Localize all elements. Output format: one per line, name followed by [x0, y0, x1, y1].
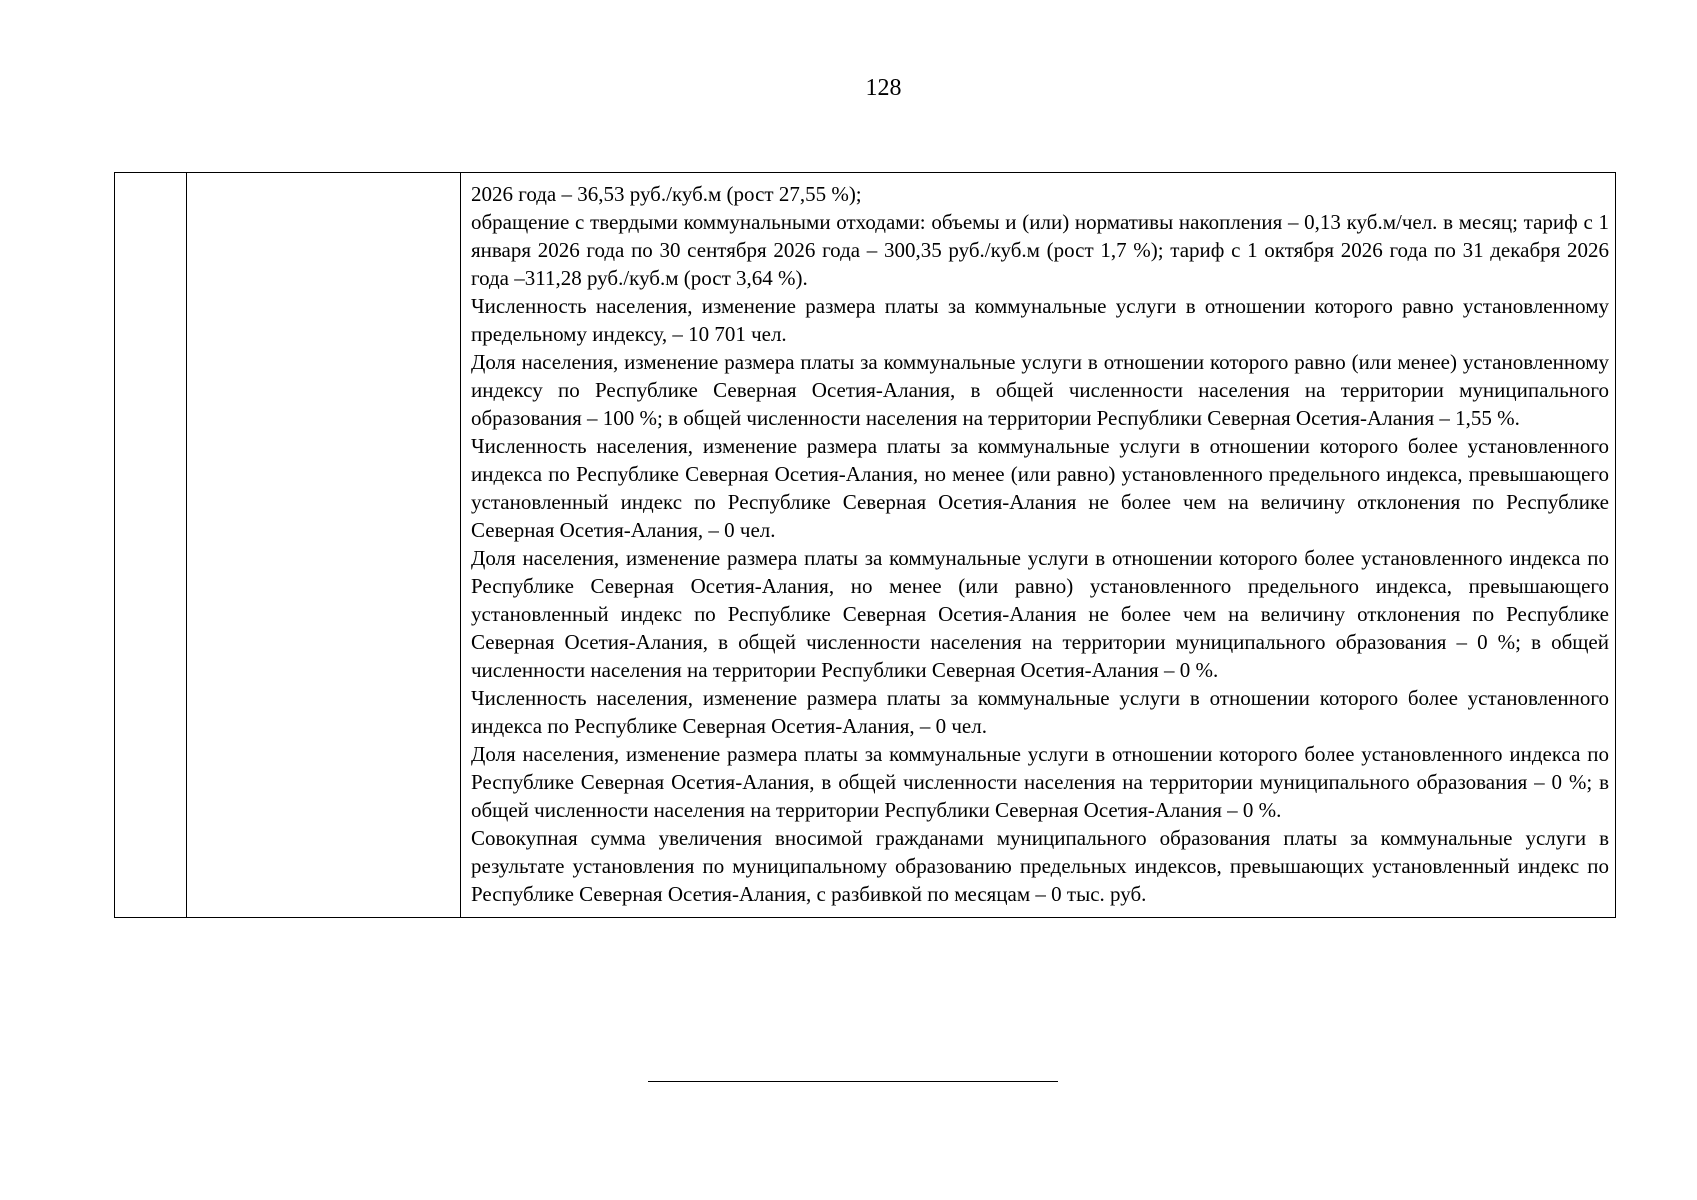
table-cell-content: [461, 173, 1616, 918]
cell-text: [461, 173, 1615, 917]
paragraph: Доля населения, изменение размера платы за коммунальные услуги в отношении которого равно (или менее) установленному индексу по Республике Северная Осетия-Алания, в общей численности населения на территории муниципального образования – 100 %; в общей численности населения на территории Республики Северная Осетия-Алания – 1,55 %.: [471, 350, 1609, 430]
paragraph: Численность населения, изменение размера платы за коммунальные услуги в отношении которого более установленного индекса по Республике Северная Осетия-Алания, но менее (или равно) установленного предельного индекса, превышающего установленный индекс по Республике Северная Осетия-Алания не более чем на величину отклонения по Республике Северная Осетия-Алания, – 0 чел.: [471, 434, 1609, 542]
table-cell-name: [187, 173, 461, 918]
paragraph: 2026 года – 36,53 руб./куб.м (рост 27,55 %);: [471, 182, 862, 206]
table-row: [115, 173, 1616, 918]
paragraph: Доля населения, изменение размера платы за коммунальные услуги в отношении которого более установленного индекса по Республике Северная Осетия-Алания, но менее (или равно) установленного предельного индекса, превышающего установленный индекс по Республике Северная Осетия-Алания не более чем на величину отклонения по Республике Северная Осетия-Алания, в общей численности населения на территории муниципального образования – 0 %; в общей численности населения на территории Республики Северная Осетия-Алания – 0 %.: [471, 546, 1609, 682]
paragraph: Численность населения, изменение размера платы за коммунальные услуги в отношении которого равно установленному предельному индексу, – 10 701 чел.: [471, 294, 1609, 346]
end-rule-divider: [648, 1081, 1058, 1082]
table-cell-number: [115, 173, 187, 918]
page-number: 128: [865, 75, 902, 101]
document-table: [114, 172, 1616, 918]
paragraph: обращение с твердыми коммунальными отходами: объемы и (или) нормативы накопления – 0,13 куб.м/чел. в месяц; тариф с 1 января 2026 года по 30 сентября 2026 года – 300,35 руб./куб.м (рост 1,7 %); тариф с 1 октября 2026 года по 31 декабря 2026 года –311,28 руб./куб.м (рост 3,64 %).: [471, 210, 1609, 290]
paragraph: Доля населения, изменение размера платы за коммунальные услуги в отношении которого более установленного индекса по Республике Северная Осетия-Алания, в общей численности населения на территории муниципального образования – 0 %; в общей численности населения на территории Республики Северная Осетия-Алания – 0 %.: [471, 742, 1609, 822]
paragraph: Совокупная сумма увеличения вносимой гражданами муниципального образования платы за коммунальные услуги в результате установления по муниципальному образованию предельных индексов, превышающих установленный индекс по Республике Северная Осетия-Алания, с разбивкой по месяцам – 0 тыс. руб.: [471, 826, 1609, 906]
paragraph: Численность населения, изменение размера платы за коммунальные услуги в отношении которого более установленного индекса по Республике Северная Осетия-Алания, – 0 чел.: [471, 686, 1609, 738]
